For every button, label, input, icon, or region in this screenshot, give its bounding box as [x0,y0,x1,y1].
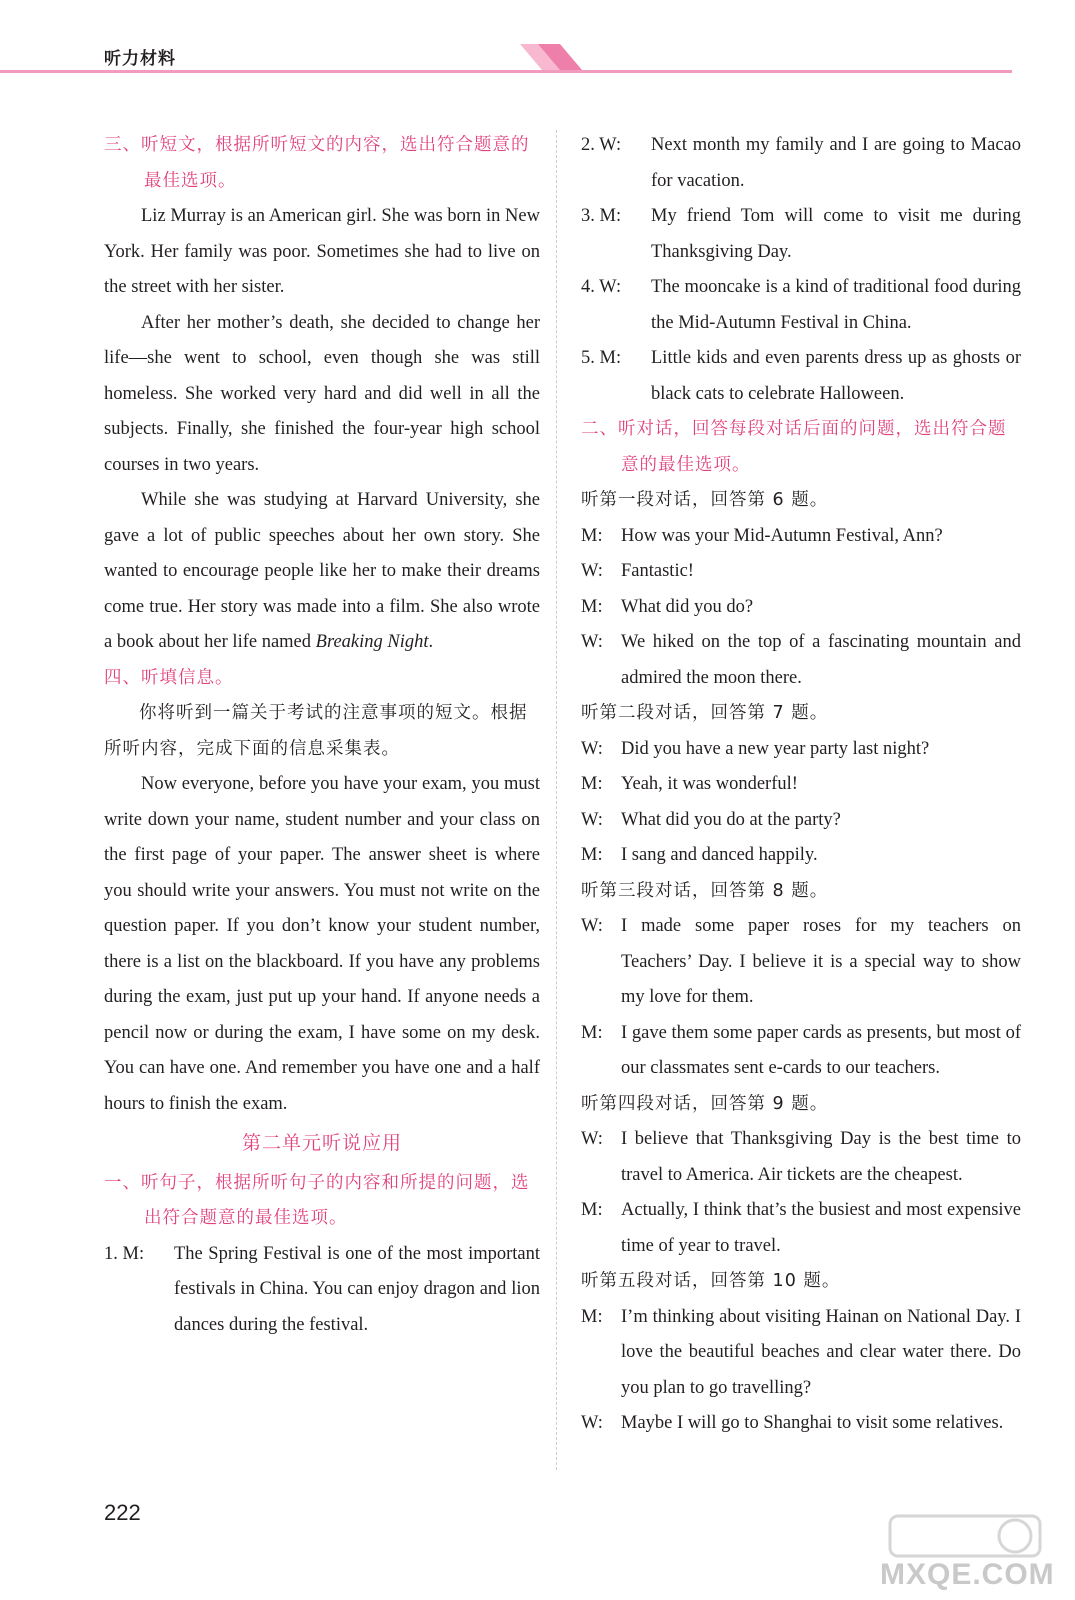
question-number: 4. W: [581,277,622,297]
dialogue-line [581,1406,1021,1442]
dialogue-4-title: 听第四段对话，回答第 9 题。 [581,1093,829,1114]
passage-paragraph-3-text: While she was studying at Harvard University, she gave a lot of public speeches about her own story. She wanted to encourage people like her to make their dreams come true. Her story was made into a film. She also wrote a book about her life named [104,490,540,652]
running-header-title: 听力材料 [104,49,176,69]
passage-paragraph-1: Liz Murray is an American girl. She was born in New York. Her family was poor. Sometimes she had to live on the street with her sister. [104,206,540,297]
passage-paragraph-3-end: . [428,632,434,652]
question-item-3 [581,199,1021,270]
speaker-label: W: [581,916,603,936]
question-text: The mooncake is a kind of traditional food during the Mid-Autumn Festival in China. [651,277,1021,333]
dialogue-line [581,519,1021,555]
question-item-2 [581,128,1021,199]
dialogue-line [581,1193,1021,1264]
left-column [104,128,540,1343]
question-text: My friend Tom will come to visit me during Thanksgiving Day. [651,206,1021,262]
speaker-label: M: [581,774,603,794]
book-title: Breaking Night [315,632,429,652]
dialogue-text: I believe that Thanksgiving Day is the best time to travel to America. Air tickets are the cheapest. [621,1129,1021,1185]
dialogue-text: Actually, I think that’s the busiest and most expensive time of year to travel. [621,1200,1021,1256]
speaker-label: W: [581,632,603,652]
dialogue-text: I made some paper roses for my teachers on Teachers’ Day. I believe it is a special way to show my love for them. [621,916,1021,1007]
speaker-label: W: [581,809,603,830]
dialogue-line [581,909,1021,1016]
dialogue-text: What did you do? [621,596,754,617]
unit-title: 第二单元听说应用 [241,1132,402,1154]
dialogue-line [581,838,1021,874]
question-number: 3. M: [581,206,622,226]
speaker-label: M: [581,596,603,617]
dialogue-text: I’m thinking about visiting Hainan on National Day. I love the beautiful beaches and clear water there. Do you plan to go travelling? [621,1306,1021,1398]
dialogue-text: How was your Mid-Autumn Festival, Ann? [621,525,943,546]
speaker-label: W: [581,738,603,759]
dialogue-5-title: 听第五段对话，回答第 10 题。 [581,1271,841,1291]
header-rule [0,70,1012,73]
section-4-heading: 四、听填信息。 [104,667,234,688]
right-column [581,128,1021,1442]
speaker-label: W: [581,561,603,581]
dialogue-line [581,554,1021,590]
column-divider [556,130,557,1470]
dialogue-text: Yeah, it was wonderful! [621,774,798,794]
section-3-heading: 三、听短文，根据所听短文的内容，选出符合题意的最佳选项。 [104,135,530,191]
question-item-1 [104,1237,540,1344]
question-text: Next month my family and I are going to Macao for vacation. [651,135,1021,191]
dialogue-text: I sang and danced happily. [621,845,818,865]
dialogue-line [581,1016,1021,1087]
speaker-label: W: [581,1129,603,1149]
dialogue-line [581,590,1021,626]
dialogue-text: Maybe I will go to Shanghai to visit some relatives. [621,1413,1004,1433]
dialogue-3-title: 听第三段对话，回答第 8 题。 [581,880,829,901]
dialogue-2-title: 听第二段对话，回答第 7 题。 [581,703,829,723]
dialogue-line [581,1122,1021,1193]
dialogue-text: Fantastic! [621,561,694,581]
dialogue-text: I gave them some paper cards as presents, but most of our classmates sent e-cards to our teachers. [621,1022,1021,1078]
dialogue-line [581,1300,1021,1407]
question-number: 1. M: [104,1243,145,1264]
dialogue-line [581,767,1021,803]
question-text: The Spring Festival is one of the most important festivals in China. You can enjoy dragon and lion dances during the festival. [174,1243,540,1335]
dialogue-line [581,625,1021,696]
question-number: 2. W: [581,135,622,155]
dialogue-line [581,803,1021,839]
question-number: 5. M: [581,348,622,368]
question-item-5 [581,341,1021,412]
question-item-4 [581,270,1021,341]
watermark-text: MXQE.COM [880,1558,1055,1591]
page-number: 222 [104,1500,141,1525]
passage-paragraph-3 [104,483,540,661]
question-text: Little kids and even parents dress up as ghosts or black cats to celebrate Halloween. [651,348,1021,404]
passage-paragraph-2: After her mother’s death, she decided to change her life—she went to school, even though she was still homeless. She worked very hard and did well in all the subjects. Finally, she finished the four-year high school courses in two years. [104,312,540,475]
exam-notice-paragraph: Now everyone, before you have your exam, you must write down your name, student number and your class on the first page of your paper. The answer sheet is where you should write your answers. You must not write on the question paper. If you don’t know your student number, there is a list on the blackboard. If you have any problems during the exam, just put up your hand. If anyone needs a pencil now or during the exam, I have some on my desk. You can have one. And remember you have one and a half hours to finish the exam. [104,774,540,1114]
section-2-heading: 二、听对话，回答每段对话后面的问题，选出符合题意的最佳选项。 [581,419,1007,475]
dialogue-text: We hiked on the top of a fascinating mountain and admired the moon there. [621,632,1021,688]
section-4-intro: 你将听到一篇关于考试的注意事项的短文。根据所听内容，完成下面的信息采集表。 [104,703,528,759]
speaker-label: M: [581,1200,603,1220]
dialogue-text: What did you do at the party? [621,809,841,830]
speaker-label: M: [581,1306,603,1327]
speaker-label: W: [581,1413,603,1433]
speaker-label: M: [581,525,603,546]
dialogue-text: Did you have a new year party last night? [621,738,930,759]
dialogue-line [581,732,1021,768]
speaker-label: M: [581,1022,603,1043]
header-ribbon-decoration [520,44,590,70]
dialogue-1-title: 听第一段对话，回答第 6 题。 [581,490,829,510]
section-1-heading: 一、听句子，根据所听句子的内容和所提的问题，选出符合题意的最佳选项。 [104,1172,530,1228]
speaker-label: M: [581,845,603,865]
